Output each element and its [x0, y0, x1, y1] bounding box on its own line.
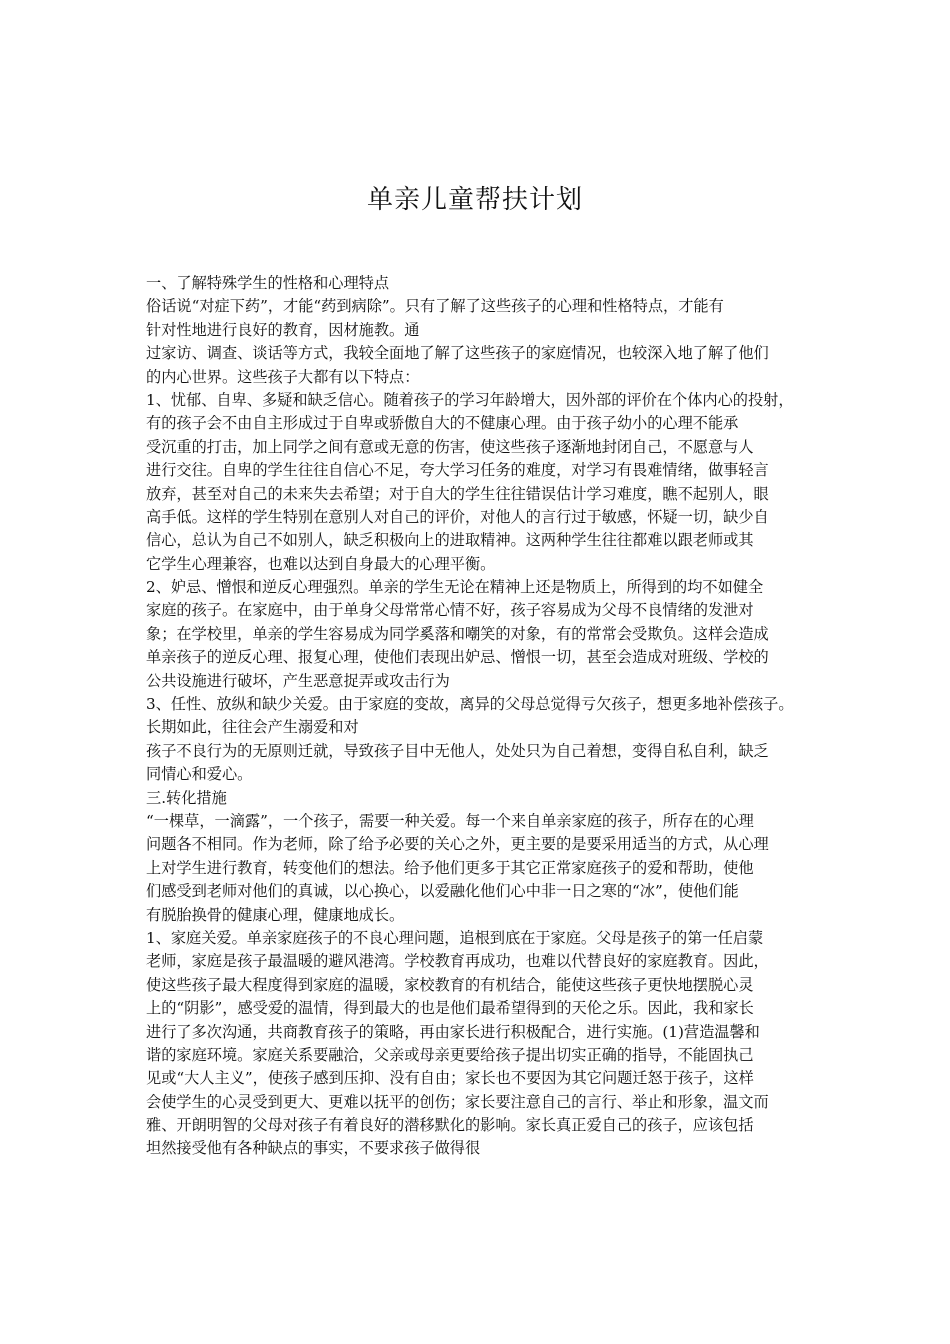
text-line: 进行交往。自卑的学生往往自信心不足，夸大学习任务的难度，对学习有畏难情绪，做事轻言 — [146, 461, 769, 480]
text-line: 单亲孩子的逆反心理、报复心理，使他们表现出妒忌、憎恨一切，甚至会造成对班级、学校的 — [146, 648, 769, 667]
text-line: 信心，总认为自己不如别人，缺乏积极向上的进取精神。这两种学生往往都难以跟老师或其 — [146, 531, 754, 550]
text-line: 公共设施进行破坏，产生恶意捉弄或攻击行为 — [146, 671, 450, 690]
text-line: 放弃，甚至对自己的未来失去希望；对于自大的学生往往错误估计学习难度，瞧不起别人，眼 — [146, 484, 769, 503]
text-line: 三.转化措施 — [146, 788, 227, 807]
text-line: 长期如此，往往会产生溺爱和对 — [146, 718, 359, 737]
text-line: 老师，家庭是孩子最温暖的避风港湾。学校教育再成功，也难以代替良好的家庭教育。因此， — [146, 952, 769, 971]
text-line: 一、了解特殊学生的性格和心理特点 — [146, 274, 389, 292]
text-line: 使这些孩子最大程度得到家庭的温暖，家校教育的有机结合，能使这些孩子更快地摆脱心灵 — [146, 975, 754, 994]
text-line: 的内心世界。这些孩子大都有以下特点： — [146, 367, 420, 386]
text-line: 有脱胎换骨的健康心理，健康地成长。 — [146, 905, 405, 924]
text-line: 1、忧郁、自卑、多疑和缺乏信心。随着孩子的学习年龄增大，因外部的评价在个体内心的投射， — [146, 390, 794, 409]
text-line: 针对性地进行良好的教育，因材施教。通 — [146, 320, 420, 339]
text-line: 它学生心理兼容，也难以达到自身最大的心理平衡。 — [146, 554, 496, 573]
text-line: 会使学生的心灵受到更大、更难以抚平的创伤；家长要注意自己的言行、举止和形象，温文而 — [146, 1092, 769, 1111]
text-line: 上对学生进行教育，转变他们的想法。给予他们更多于其它正常家庭孩子的爱和帮助，使他 — [146, 858, 754, 877]
text-line: 进行了多次沟通，共商教育孩子的策略，再由家长进行积极配合，进行实施。(1)营造温馨和 — [146, 1022, 760, 1041]
text-line: “一棵草，一滴露”，一个孩子，需要一种关爱。每一个来自单亲家庭的孩子，所存在的心理 — [146, 811, 754, 830]
text-line: 坦然接受他有各种缺点的事实，不要求孩子做得很 — [146, 1139, 481, 1158]
text-line: 象；在学校里，单亲的学生容易成为同学奚落和嘲笑的对象，有的常常会受欺负。这样会造成 — [146, 624, 769, 643]
text-line: 问题各不相同。作为老师，除了给予必要的关心之外，更主要的是要采用适当的方式，从心理 — [146, 835, 769, 854]
text-line: 孩子不良行为的无原则迁就，导致孩子目中无他人，处处只为自己着想，变得自私自利，缺乏 — [146, 741, 769, 760]
document-body — [146, 272, 826, 1161]
text-line: 有的孩子会不由自主形成过于自卑或骄傲自大的不健康心理。由于孩子幼小的心理不能承 — [146, 414, 739, 433]
text-line: 谐的家庭环境。家庭关系要融洽，父亲或母亲更要给孩子提出切实正确的指导，不能固执己 — [146, 1045, 754, 1064]
text-line: 上的“阴影”，感受爱的温情，得到最大的也是他们最希望得到的天伦之乐。因此，我和家长 — [146, 999, 754, 1018]
text-line: 2、妒忌、憎恨和逆反心理强烈。单亲的学生无论在精神上还是物质上，所得到的均不如健全 — [146, 578, 764, 597]
document-title: 单亲儿童帮扶计划 — [366, 185, 583, 215]
text-line: 高手低。这样的学生特别在意别人对自己的评价，对他人的言行过于敏感，怀疑一切，缺少自 — [146, 507, 769, 526]
text-line: 过家访、调查、谈话等方式，我较全面地了解了这些孩子的家庭情况，也较深入地了解了他们 — [146, 344, 769, 363]
text-line: 雅、开朗明智的父母对孩子有着良好的潜移默化的影响。家长真正爱自己的孩子，应该包括 — [146, 1116, 754, 1135]
text-line: 们感受到老师对他们的真诚，以心换心，以爱融化他们心中非一日之寒的“冰”，使他们能 — [146, 882, 739, 901]
text-line: 见或“大人主义”，使孩子感到压抑、没有自由；家长也不要因为其它问题迁怒于孩子，这样 — [146, 1069, 754, 1088]
text-line: 受沉重的打击，加上同学之间有意或无意的伤害，使这些孩子逐渐地封闭自己，不愿意与人 — [146, 437, 754, 456]
text-line: 俗话说“对症下药”，才能“药到病除”。只有了解了这些孩子的心理和性格特点，才能有 — [146, 297, 724, 316]
text-line: 1、家庭关爱。单亲家庭孩子的不良心理问题，追根到底在于家庭。父母是孩子的第一任启蒙 — [146, 928, 764, 947]
text-line: 3、任性、放纵和缺少关爱。由于家庭的变故，离异的父母总觉得亏欠孩子，想更多地补偿孩子。 — [146, 695, 794, 714]
text-line: 家庭的孩子。在家庭中，由于单身父母常常心情不好，孩子容易成为父母不良情绪的发泄对 — [146, 601, 754, 620]
text-line: 同情心和爱心。 — [146, 765, 253, 784]
